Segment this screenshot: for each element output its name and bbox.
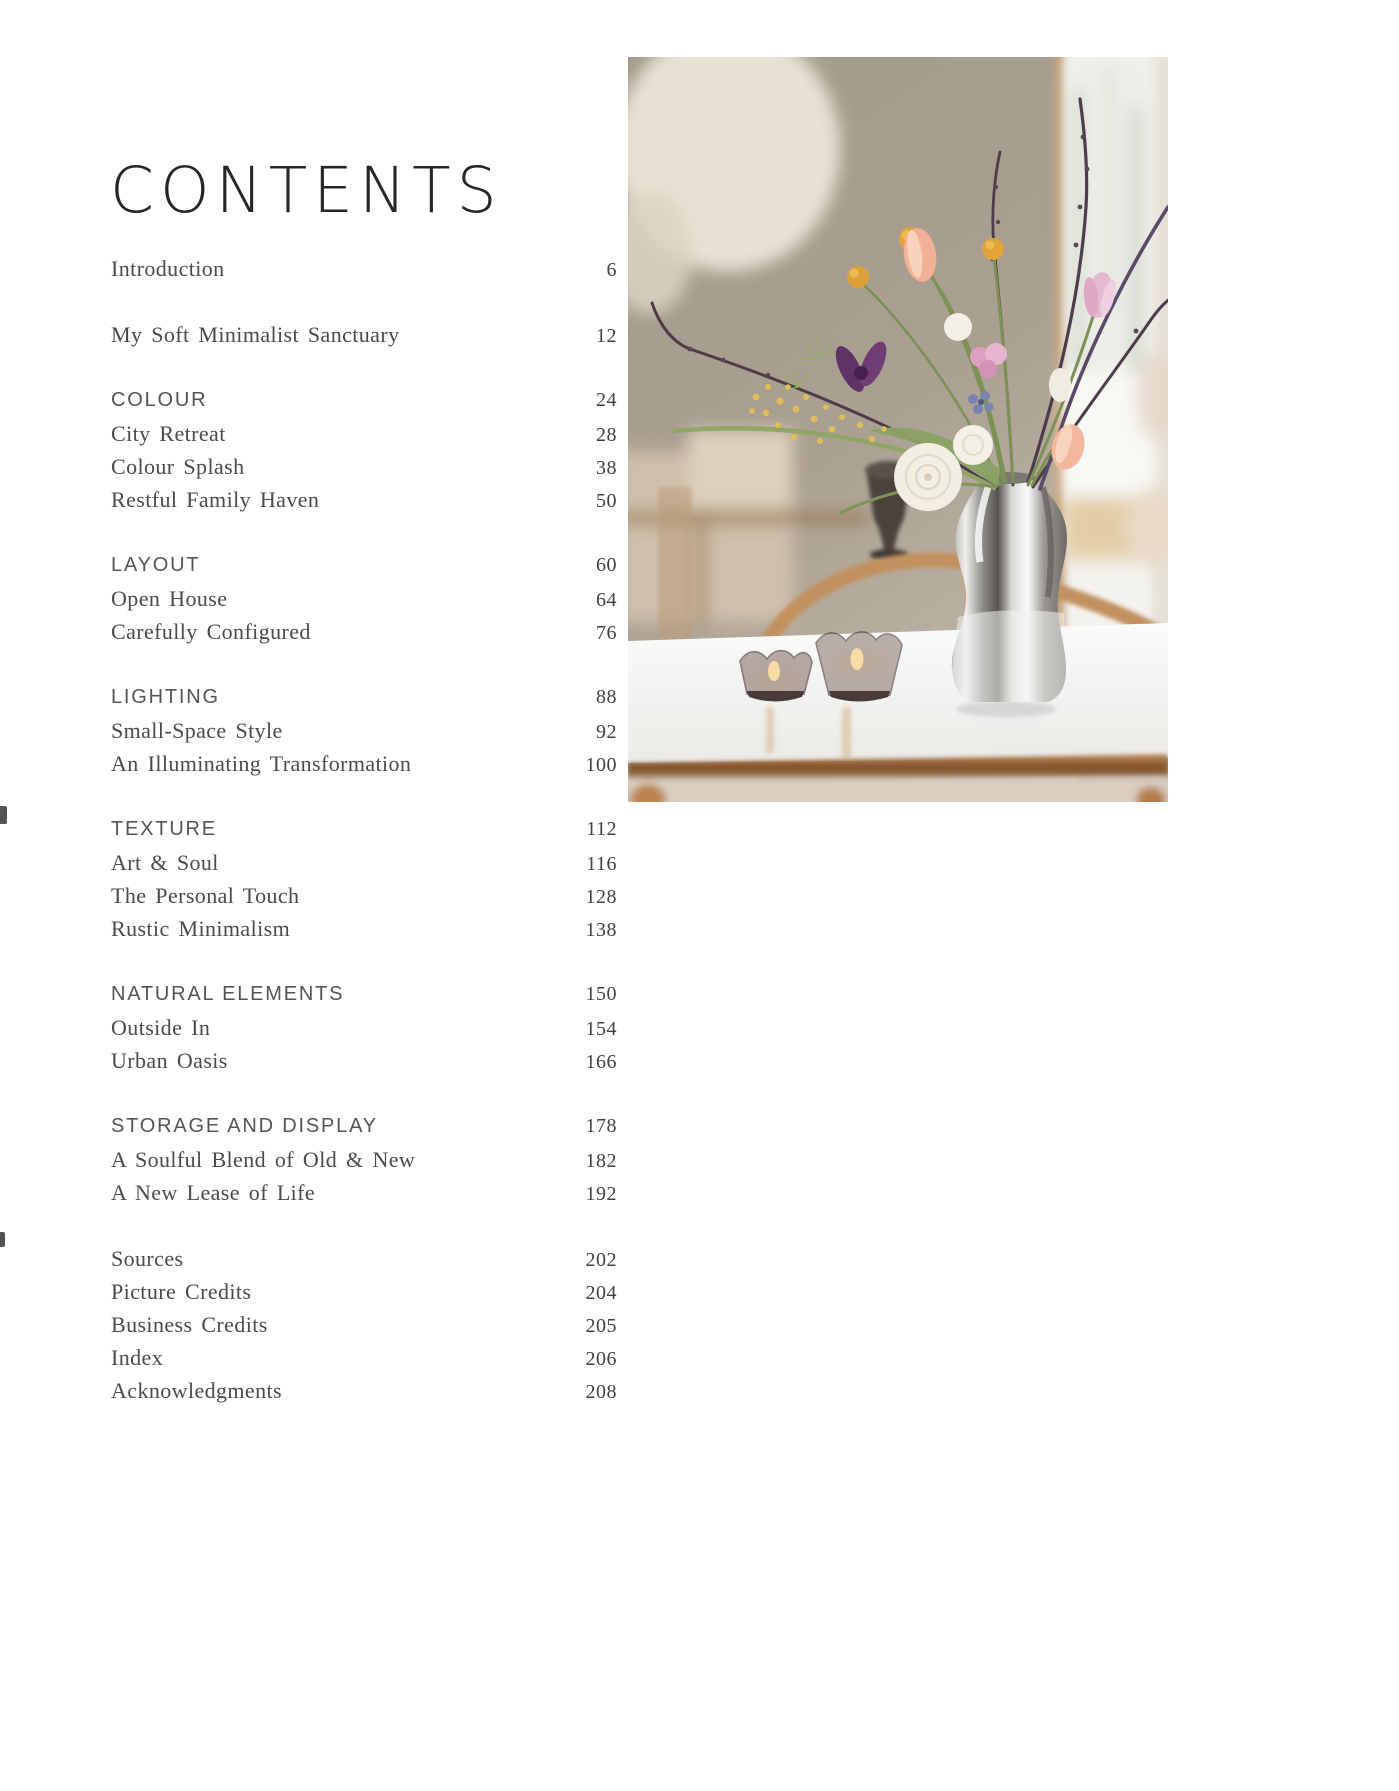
toc-entry-label: Urban Oasis xyxy=(111,1048,228,1073)
toc-entry-page-number: 206 xyxy=(585,1348,617,1370)
page-edge-mark xyxy=(0,806,7,824)
toc-row-storage-and-display[interactable] xyxy=(111,1110,617,1143)
toc-row-texture[interactable] xyxy=(111,813,617,846)
toc-entry-page-number: 92 xyxy=(596,721,617,743)
toc-entry-page-number: 88 xyxy=(596,686,617,708)
toc-entry-label: NATURAL ELEMENTS xyxy=(111,983,345,1005)
toc-entry-page-number: 60 xyxy=(596,554,617,576)
page-edge-mark xyxy=(0,1232,5,1247)
toc-group xyxy=(111,252,617,285)
toc-entry-label: Art & Soul xyxy=(111,850,219,875)
tulip-white-bud xyxy=(1049,368,1071,402)
toc-entry-page-number: 208 xyxy=(585,1381,617,1403)
toc-entry-page-number: 150 xyxy=(585,983,617,1005)
vase-lower-highlight xyxy=(952,610,1066,702)
toc-entry-label: A New Lease of Life xyxy=(111,1180,316,1205)
toc-entry-page-number: 28 xyxy=(596,424,617,446)
silver-vase xyxy=(952,472,1067,702)
toc-row-a-soulful-blend-of-old-new[interactable] xyxy=(111,1143,617,1176)
toc-entry-label: STORAGE AND DISPLAY xyxy=(111,1115,378,1137)
toc-entry-label: Picture Credits xyxy=(111,1279,252,1304)
toc-entry-label: Outside In xyxy=(111,1015,211,1040)
toc-entry-page-number: 128 xyxy=(585,886,617,908)
toc-entry-page-number: 182 xyxy=(585,1150,617,1172)
toc-entry-label: COLOUR xyxy=(111,389,208,411)
toc-entry-page-number: 6 xyxy=(606,259,617,281)
toc-row-art-soul[interactable] xyxy=(111,846,617,879)
toc-row-colour[interactable] xyxy=(111,384,617,417)
toc-row-carefully-configured[interactable] xyxy=(111,615,617,648)
toc-entry-label: Sources xyxy=(111,1246,184,1271)
toc-entry-label: Index xyxy=(111,1345,164,1370)
toc-entry-label: My Soft Minimalist Sanctuary xyxy=(111,322,400,347)
photo-illustration xyxy=(628,57,1168,802)
toc-entry-page-number: 50 xyxy=(596,490,617,512)
toc-entry-page-number: 12 xyxy=(596,325,617,347)
toc-entry-label: A Soulful Blend of Old & New xyxy=(111,1147,416,1172)
candle-flame xyxy=(768,661,780,681)
toc-row-restful-family-haven[interactable] xyxy=(111,483,617,516)
toc-row-city-retreat[interactable] xyxy=(111,417,617,450)
toc-entry-page-number: 204 xyxy=(585,1282,617,1304)
toc-row-small-space-style[interactable] xyxy=(111,714,617,747)
toc-entry-page-number: 116 xyxy=(586,853,617,875)
toc-entry-page-number: 112 xyxy=(586,818,617,840)
photo-dining-table xyxy=(628,57,1168,802)
craspedia-flower xyxy=(847,266,869,288)
toc-row-natural-elements[interactable] xyxy=(111,978,617,1011)
page-title: CONTENTS xyxy=(110,154,503,228)
toc-row-acknowledgments[interactable] xyxy=(111,1374,617,1407)
toc-entry-page-number: 166 xyxy=(585,1051,617,1073)
toc-group xyxy=(111,549,617,648)
toc-entry-page-number: 38 xyxy=(596,457,617,479)
toc-entry-label: Colour Splash xyxy=(111,454,245,479)
toc-entry-label: TEXTURE xyxy=(111,818,217,840)
toc-row-my-soft-minimalist-sanctuary[interactable] xyxy=(111,318,617,351)
toc-row-sources[interactable] xyxy=(111,1242,617,1275)
candle-flame xyxy=(851,648,864,670)
toc-row-a-new-lease-of-life[interactable] xyxy=(111,1176,617,1209)
toc-entry-label: Small-Space Style xyxy=(111,718,283,743)
toc-entry-label: Carefully Configured xyxy=(111,619,311,644)
toc-group xyxy=(111,978,617,1077)
toc-entry-page-number: 100 xyxy=(585,754,617,776)
toc-row-lighting[interactable] xyxy=(111,681,617,714)
toc-row-introduction[interactable] xyxy=(111,252,617,285)
toc-row-open-house[interactable] xyxy=(111,582,617,615)
toc-group xyxy=(111,1242,617,1407)
toc-group xyxy=(111,681,617,780)
toc-entry-page-number: 202 xyxy=(585,1249,617,1271)
toc-entry-label: Rustic Minimalism xyxy=(111,916,291,941)
toc-entry-page-number: 178 xyxy=(585,1115,617,1137)
chair-leg-blur xyxy=(658,487,692,647)
toc-entry-label: Acknowledgments xyxy=(111,1378,282,1403)
toc-entry-label: Business Credits xyxy=(111,1312,268,1337)
toc-entry-label: An Illuminating Transformation xyxy=(111,751,412,776)
craspedia-flower xyxy=(982,238,1004,260)
toc-list xyxy=(111,252,617,1407)
toc-entry-page-number: 205 xyxy=(585,1315,617,1337)
toc-entry-label: The Personal Touch xyxy=(111,883,300,908)
toc-group xyxy=(111,384,617,516)
toc-row-layout[interactable] xyxy=(111,549,617,582)
vase-reflection xyxy=(956,701,1056,717)
toc-row-urban-oasis[interactable] xyxy=(111,1044,617,1077)
toc-group xyxy=(111,813,617,945)
toc-entry-page-number: 138 xyxy=(585,919,617,941)
toc-row-an-illuminating-transformation[interactable] xyxy=(111,747,617,780)
toc-entry-page-number: 76 xyxy=(596,622,617,644)
tealight-votive-large xyxy=(816,632,902,702)
tree-trunk-blur xyxy=(1073,87,1083,367)
toc-row-index[interactable] xyxy=(111,1341,617,1374)
toc-row-picture-credits[interactable] xyxy=(111,1275,617,1308)
toc-row-the-personal-touch[interactable] xyxy=(111,879,617,912)
toc-row-colour-splash[interactable] xyxy=(111,450,617,483)
toc-row-rustic-minimalism[interactable] xyxy=(111,912,617,945)
toc-row-outside-in[interactable] xyxy=(111,1011,617,1044)
white-tulip-top xyxy=(944,313,972,341)
tealight-votive-small xyxy=(740,651,812,702)
toc-entry-page-number: 24 xyxy=(596,389,617,411)
toc-entry-label: City Retreat xyxy=(111,421,226,446)
floor-blur xyxy=(628,776,1168,802)
lampshade-blur xyxy=(688,430,793,505)
toc-entry-label: LIGHTING xyxy=(111,686,220,708)
toc-entry-label: Introduction xyxy=(111,256,225,281)
toc-entry-page-number: 192 xyxy=(585,1183,617,1205)
toc-entry-label: Restful Family Haven xyxy=(111,487,320,512)
toc-group xyxy=(111,318,617,351)
toc-entry-page-number: 64 xyxy=(596,589,617,611)
toc-entry-page-number: 154 xyxy=(585,1018,617,1040)
toc-group xyxy=(111,1110,617,1209)
toc-entry-label: LAYOUT xyxy=(111,554,201,576)
toc-row-business-credits[interactable] xyxy=(111,1308,617,1341)
toc-entry-label: Open House xyxy=(111,586,228,611)
